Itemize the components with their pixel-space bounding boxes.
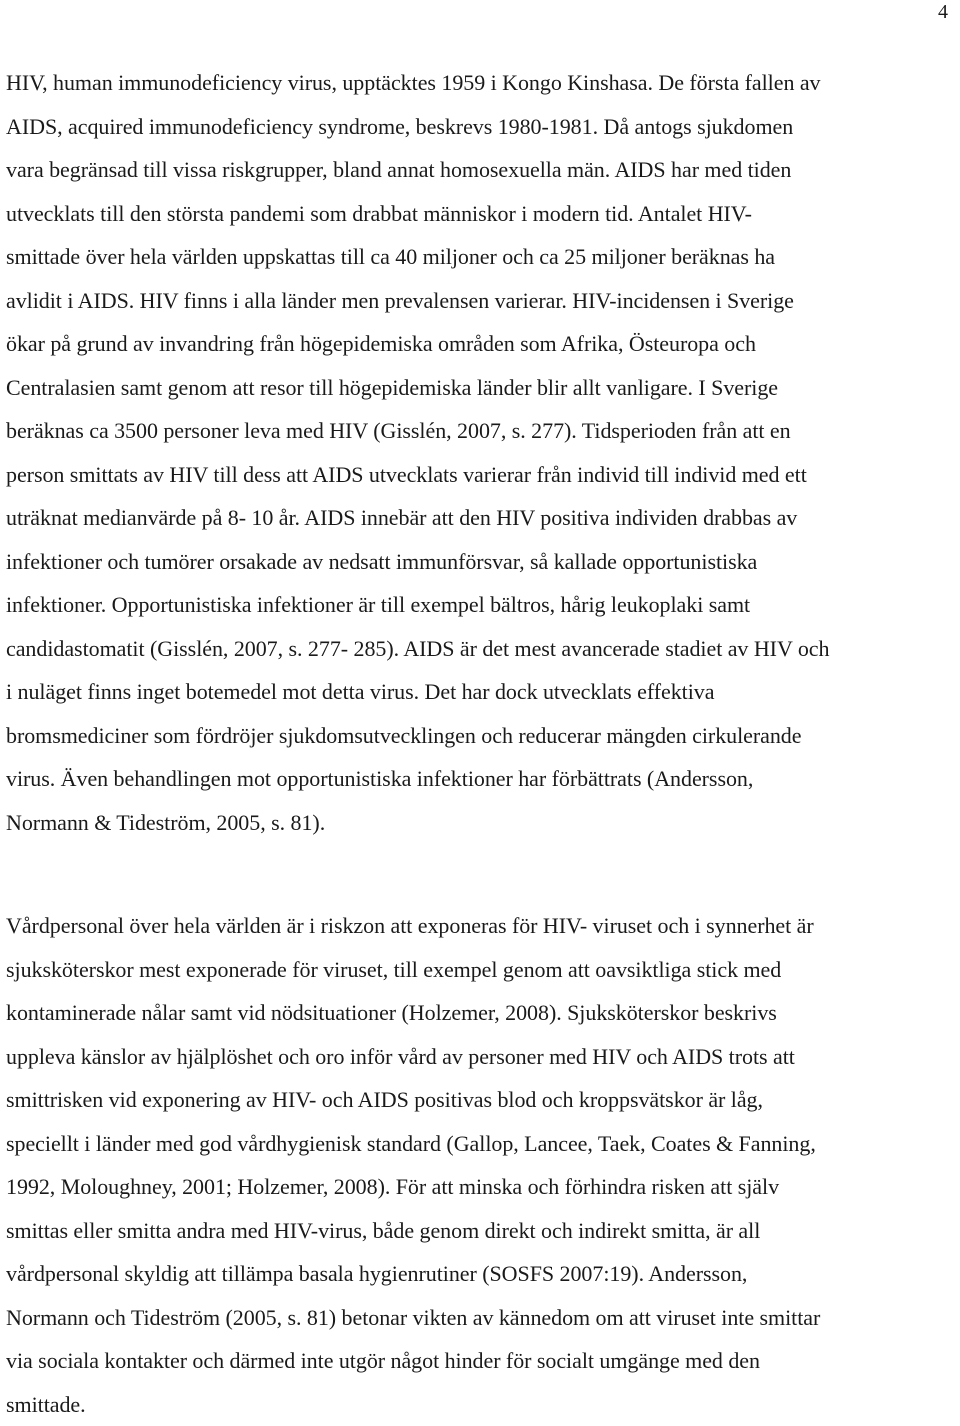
page-number: 4 <box>938 2 948 22</box>
text-line: smittas eller smitta andra med HIV-virus, både genom direkt och indirekt smitta, är all <box>6 1209 956 1253</box>
text-line: sjuksköterskor mest exponerade för viruset, till exempel genom att oavsiktliga stick med <box>6 948 956 992</box>
text-line: via sociala kontakter och därmed inte utgör något hinder för socialt umgänge med den <box>6 1339 956 1383</box>
text-line: Normann och Tideström (2005, s. 81) betonar vikten av kännedom om att viruset inte smittar <box>6 1296 956 1340</box>
text-line: infektioner. Opportunistiska infektioner är till exempel bältros, hårig leukoplaki samt <box>6 583 956 627</box>
text-line: kontaminerade nålar samt vid nödsituationer (Holzemer, 2008). Sjuksköterskor beskrivs <box>6 991 956 1035</box>
text-line: infektioner och tumörer orsakade av nedsatt immunförsvar, så kallade opportunistiska <box>6 540 956 584</box>
text-line: virus. Även behandlingen mot opportunistiska infektioner har förbättrats (Andersson, <box>6 757 956 801</box>
text-line: smittade. <box>6 1383 956 1426</box>
text-line: speciellt i länder med god vårdhygienisk standard (Gallop, Lancee, Taek, Coates & Fanning, <box>6 1122 956 1166</box>
paragraph-hiv-background <box>6 61 956 844</box>
text-line: HIV, human immunodeficiency virus, upptäcktes 1959 i Kongo Kinshasa. De första fallen av <box>6 61 956 105</box>
text-line: person smittats av HIV till dess att AIDS utvecklats varierar från individ till individ med ett <box>6 453 956 497</box>
text-line: i nuläget finns inget botemedel mot detta virus. Det har dock utvecklats effektiva <box>6 670 956 714</box>
text-line: Vårdpersonal över hela världen är i riskzon att exponeras för HIV- viruset och i synnerhet är <box>6 904 956 948</box>
text-line: Centralasien samt genom att resor till högepidemiska länder blir allt vanligare. I Sverige <box>6 366 956 410</box>
text-line: smittrisken vid exponering av HIV- och AIDS positivas blod och kroppsvätskor är låg, <box>6 1078 956 1122</box>
text-line: vara begränsad till vissa riskgrupper, bland annat homosexuella män. AIDS har med tiden <box>6 148 956 192</box>
text-line: ökar på grund av invandring från högepidemiska områden som Afrika, Östeuropa och <box>6 322 956 366</box>
text-line: vårdpersonal skyldig att tillämpa basala hygienrutiner (SOSFS 2007:19). Andersson, <box>6 1252 956 1296</box>
text-line: utvecklats till den största pandemi som drabbat människor i modern tid. Antalet HIV- <box>6 192 956 236</box>
text-line: bromsmediciner som fördröjer sjukdomsutvecklingen och reducerar mängden cirkulerande <box>6 714 956 758</box>
text-line: 1992, Moloughney, 2001; Holzemer, 2008). För att minska och förhindra risken att själv <box>6 1165 956 1209</box>
text-line: uträknat medianvärde på 8- 10 år. AIDS innebär att den HIV positiva individen drabbas av <box>6 496 956 540</box>
text-line: Normann & Tideström, 2005, s. 81). <box>6 801 956 845</box>
text-line: uppleva känslor av hjälplöshet och oro inför vård av personer med HIV och AIDS trots att <box>6 1035 956 1079</box>
text-line: AIDS, acquired immunodeficiency syndrome, beskrevs 1980-1981. Då antogs sjukdomen <box>6 105 956 149</box>
text-line: avlidit i AIDS. HIV finns i alla länder men prevalensen varierar. HIV-incidensen i Sverige <box>6 279 956 323</box>
text-line: smittade över hela världen uppskattas till ca 40 miljoner och ca 25 miljoner beräknas ha <box>6 235 956 279</box>
text-line: beräknas ca 3500 personer leva med HIV (Gisslén, 2007, s. 277). Tidsperioden från att en <box>6 409 956 453</box>
paragraph-healthcare-staff <box>6 904 956 1426</box>
text-line: candidastomatit (Gisslén, 2007, s. 277- 285). AIDS är det mest avancerade stadiet av HIV och <box>6 627 956 671</box>
